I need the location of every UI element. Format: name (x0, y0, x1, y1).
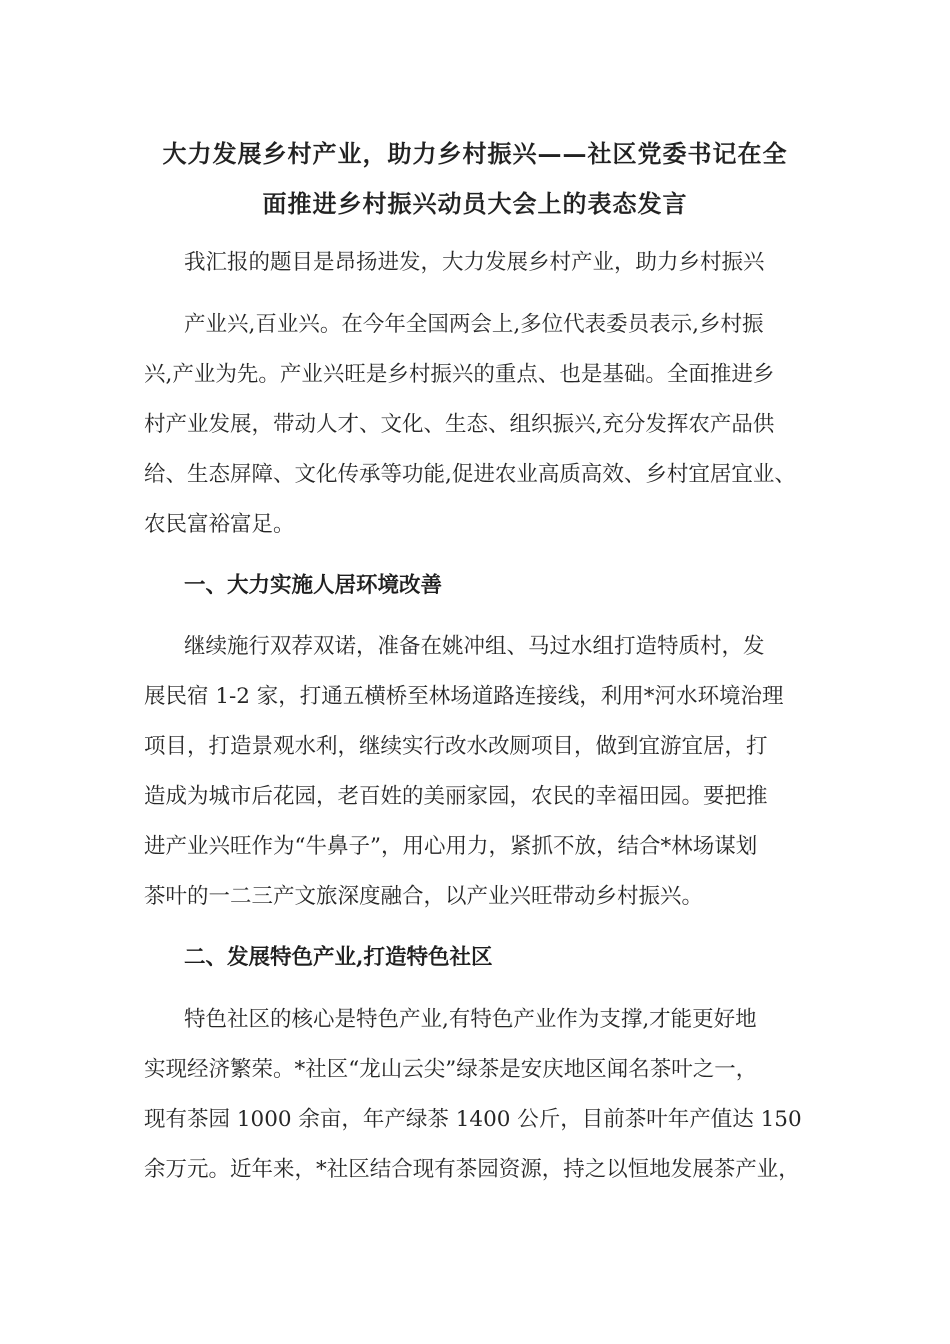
section1-line-2: 展民宿 1-2 家，打通五横桥至林场道路连接线，利用*河水环境治理 (144, 684, 784, 709)
section1-line-5: 进产业兴旺作为“牛鼻子”，用心用力，紧抓不放，结合*林场谋划 (144, 834, 758, 859)
paragraph1-line-1: 产业兴,百业兴。在今年全国两会上,多位代表委员表示,乡村振 (184, 312, 764, 337)
section1-line-4: 造成为城市后花园，老百姓的美丽家园，农民的幸福田园。要把推 (144, 784, 768, 809)
paragraph1-line-4: 给、生态屏障、文化传承等功能,促进农业高质高效、乡村宜居宜业、 (144, 462, 796, 487)
section2-line-4: 余万元。近年来，*社区结合现有茶园资源，持之以恒地发展茶产业， (144, 1157, 800, 1182)
paragraph1-line-5: 农民富裕富足。 (144, 512, 295, 537)
paragraph1-line-3: 村产业发展，带动人才、文化、生态、组织振兴,充分发挥农产品供 (144, 412, 775, 437)
section2-line-1: 特色社区的核心是特色产业,有特色产业作为支撑,才能更好地 (184, 1007, 757, 1032)
section1-line-3: 项目，打造景观水利，继续实行改水改厕项目，做到宜游宜居，打 (144, 734, 768, 759)
section2-line-3: 现有茶园 1000 余亩，年产绿茶 1400 公斤，目前茶叶年产值达 150 (144, 1107, 802, 1132)
section2-heading: 二、发展特色产业,打造特色社区 (184, 945, 493, 970)
section1-line-6: 茶叶的一二三产文旅深度融合，以产业兴旺带动乡村振兴。 (144, 884, 704, 909)
section2-line-2: 实现经济繁荣。*社区“龙山云尖”绿茶是安庆地区闻名茶叶之一， (144, 1057, 758, 1082)
section1-heading: 一、大力实施人居环境改善 (184, 573, 443, 598)
intro-line: 我汇报的题目是昂扬进发，大力发展乡村产业，助力乡村振兴 (184, 250, 765, 275)
section1-line-1: 继续施行双荐双诺，准备在姚冲组、马过水组打造特质村，发 (184, 634, 765, 659)
document-title-line-2: 面推进乡村振兴动员大会上的表态发言 (262, 189, 688, 218)
paragraph1-line-2: 兴,产业为先。产业兴旺是乡村振兴的重点、也是基础。全面推进乡 (144, 362, 775, 387)
document-title-line-1: 大力发展乡村产业，助力乡村振兴——社区党委书记在全 (162, 139, 788, 168)
